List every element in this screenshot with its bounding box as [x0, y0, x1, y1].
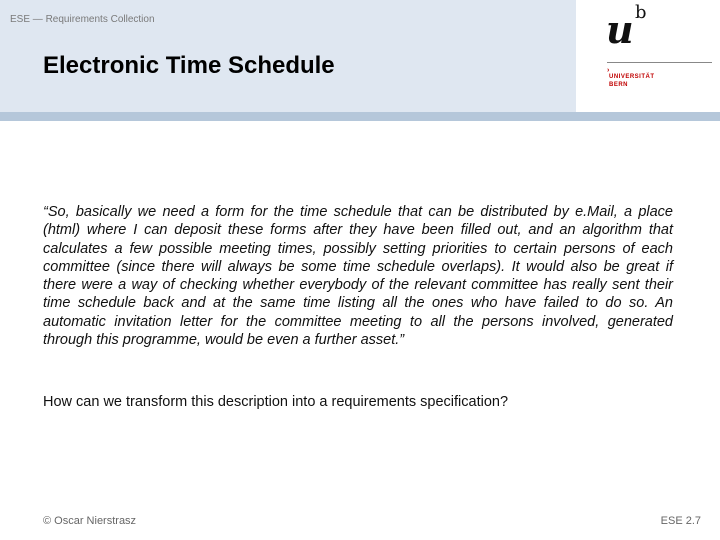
footer-page-number: ESE 2.7 — [660, 515, 701, 527]
logo-divider — [607, 62, 712, 63]
customer-quote: “So, basically we need a form for the time schedule that can be distributed by e.Mail, a place (html) where I can deposit these forms after they have been filled out, and an algorithm that calculates a few possible meeting times, possibly setting priorities to certain persons of each committee (since there will always be some time schedule overlaps). It would also be great if there were a way of checking whether everybody of the relevant committee has really sent their time schedule back and at the same time listing all the ones who have failed to do so. An automatic invitation letter for the committee meeting to all the persons involved, generated through this programme, would be even a further asset.” — [43, 204, 673, 349]
header-rule — [0, 112, 720, 121]
logo-wordmark-line1: UNIVERSITÄT — [609, 74, 655, 80]
slide-title: Electronic Time Schedule — [43, 52, 335, 79]
logo-wordmark-line2: BERN — [609, 82, 629, 88]
logo-wordmark — [609, 73, 655, 89]
logo-arrow-icon: › — [607, 67, 610, 74]
logo-u-glyph: u — [606, 7, 634, 52]
course-label: ESE — Requirements Collection — [10, 14, 155, 25]
logo-area — [576, 0, 720, 112]
footer-author: © Oscar Nierstrasz — [43, 515, 137, 527]
discussion-question: How can we transform this description into a requirements specification? — [43, 394, 509, 410]
logo-b-glyph: b — [635, 2, 647, 23]
